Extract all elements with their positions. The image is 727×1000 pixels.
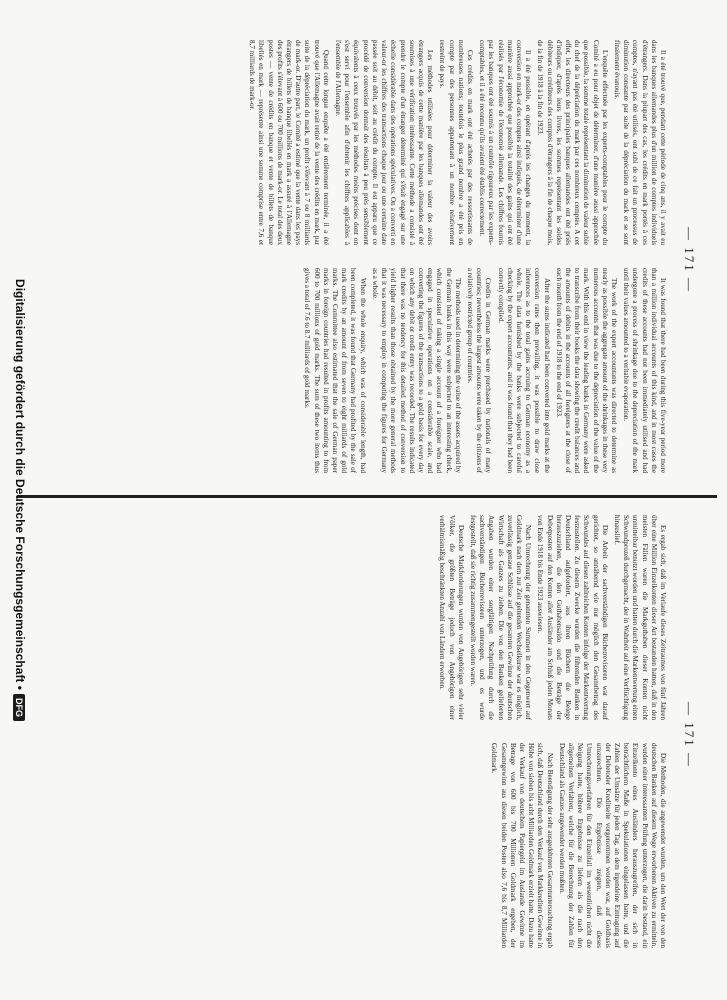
- dfg-footer: [13, 200, 27, 800]
- footer-text: Digitalisierung gefördert durch die Deutsche Forschungsgemeinschaft •: [13, 279, 27, 690]
- paragraph: L'enquête effectuée par les experts-comptables pour le compte du Comité a eu pour objet de déterminer, d'une manière aussi approchée que possible, la somme totale représentant la diminution de valeur subie du chef de la dépréciation du mark par ces nombreux comptes. A cet effet, les directeurs des principales banques allemandes ont été priés d'indiquer, d'après leurs livres, les sommes représentant les soldes débiteurs ou créditeurs des comptes d'étrangers à la fin de chaque mois, de la fin de 1918 à la fin de 1923.: [536, 40, 609, 245]
- page-gutter: [17, 495, 717, 498]
- paragraph: Il a été possible, en opérant d'après les changes du moment, la conversion en mark-or des comptes ainsi indiqués, de déterminer d'une manière aussi approchée que possible la totalité des gains qui ont été réalisés par l'économie de l'économie allemande. Les chiffres fournis par les banques ont été soumis à un contrôle rigoureux par les experts-comptables, et il a été reconnu qu'ils avaient été établis correctement.: [478, 40, 533, 245]
- paragraph: Die Methoden, die angewendet wurden, um den Wert der von den deutschen Banken auf diesem Wege erworbenen Aktiven zu ermitteln, wurden einer interessanten Prüfung unterzogen, die darin bestand, ein Einzelkonto eines Ausländers herauszugreifen, der sich in beträchtlichem Maße in Spekulationen eingelassen hatte, und die Zahlen der Umsätze für jeden Tag, an dem irgendeine Eintragung auf der Debetoder Kreditseite vorgenommen worden war, auf Goldbasis umzurechnen. Die Ergebnisse zeigten, daß dieses Umrechnungsverfahren für den Einzelfall im wesentlichen nicht die Neigung hatte, höhere Ergebnisse zu liefern als die nach den allgemeinen Verfahren, welche für die Berechnung der Zahlen für Deutschland als Ganzes angewendet werden mußten.: [557, 743, 667, 948]
- paragraph: When the whole enquiry, which was of considerable length, had been completed, it was found that Germany had profited by the sale of mark credits by an amount of from seven to eight milliards of gold marks. The Committee also estimated that the sale of German paper marks in foreign countries had resulted in profits amounting to from 600 to 700 millions of gold marks. The sum of these two items thus gives a total of 7.6 to 8.7 milliards of gold marks.: [303, 268, 367, 473]
- french-column: [67, 40, 667, 245]
- paragraph: After the sums indicated had been converted into gold marks at the conversion rates then prevailing, it was possible to draw close inferences as to the total gains accruing to German economy as a whole. The data furnished by the banks were subjected to careful checking by the expert accountants, and it was found that they had been correctly compiled.: [496, 268, 551, 473]
- german-column-2: [67, 743, 667, 948]
- paragraph: Deutsche Markforderungen wurden von Angehörigen sehr vieler Völker, die größten Beträge jedoch von Angehörigen einer verhältnismäßig beschränkten Anzahl von Ländern erworben.: [438, 515, 465, 720]
- german-column-1: [67, 515, 667, 720]
- paragraph: Nach Beendigung der sehr ausgedehnten Gesamtuntersuchung ergab sich, daß Deutschland durch den Verkauf von Markkrediten Gewinne in Höhe von sieben bis acht Milliarden Goldmark erzielt hatte. Dazu hatte der Verkauf von deutschem Papiergeld im Auslande Gewinne im Betrage von 600 bis 700 Millionen Goldmark ergeben, der Gesamtgewinn aus diesen beiden Posten also 7,6 bis 8,7 Milliarden Goldmark.: [490, 743, 554, 948]
- right-page-number: — 171 —: [682, 702, 697, 768]
- dfg-logo: DFG: [13, 694, 25, 721]
- left-page-number: — 171 —: [682, 227, 697, 293]
- paragraph: Quand cette longue enquête a été entièrement terminée, il a été trouvé que l'Allemagne avait retiré de la vente des crédits en mark, par suite de la dépréciation du mark, un profit s'élevant à 7 ou 8 milliards de mark-or. D'autre part, le Comité a estimé que la vente dans les pays étrangers de billets de banque libellés en mark a assuré à l'Allemagne des profits s'élevant à 600 ou 700 millions de mark-or. Le total des deux postes — vente de crédits en banque et vente de billets de banque libellés en mark — représente ainsi une somme comprise entre 7,6 et 8,7 milliards de mark-or.: [248, 40, 330, 245]
- left-page: [57, 40, 697, 480]
- paragraph: Nach Umrechnung der genannten Summen in den Gegenwert auf Goldmark nach dem zur Zeit geltenden Wechselkurse war es möglich, zuverlässig genaue Schlüsse auf die gesamten Gewinne der deutschen Wirtschaft als Ganzes zu ziehen. Die von den Banken gelieferten Angaben wurden einer sorgfältigen Nachprüfung durch die sachverständigen Bücherrevisoren unterzogen, und es wurde festgestellt, daß sie richtig zusammengestellt worden waren.: [468, 515, 533, 720]
- paragraph: Es ergab sich, daß im Verlaufe dieses Zeitraumes von fünf Jahren über eine Million Einzelkonten dieser Art bestanden hatten, daß in den meisten Fällen waren die Markguthaben dieser Konten nicht unmittelbar benutzt worden und hatten durch die Markentwertung einen Schwundprozeß durchgemacht, der in Wahrheit auf eine Verflüchtigung hinauslief.: [612, 515, 667, 720]
- english-column: [67, 268, 667, 473]
- paragraph: Ces crédits en mark ont été achetés par des ressortissants de nombreuses nations; toutefois le plus grand nombre a été pris en compte par des personnes appartenant à un nombre relativement restreint de pays.: [438, 40, 474, 245]
- paragraph: The work of the expert accountants was directed to determine as nearly as possible the aggregate amount of the shrinkages in these very numerous accounts that was due to the depreciation of the value of the mark. With this end in view the leading banks in Germany were asked to transcribe from their books the data showing the credit balances and the amounts of debits in the accounts of all foreigners at the close of each month from the end of 1918 to the end of 1923.: [554, 268, 618, 473]
- paragraph: Les méthodes utilisées pour déterminer la valeur des avoirs étrangers acquis de cette manière par les banques allemandes ont été soumises à une vérification intéressante. Cette méthode a consisté à prendre le compte d'un étranger déterminé qui s'était engagé sur une échelle considérable dans des opérations spéculatives. On a converti en valeur-or les chiffres des transactions chaque jour ou une certaine date passée soit au débit, soit au crédit du compte. Il est apparu que ce procédé de conversion donnait des résultats à peu près sensiblement équivalents à ceux trouvés par les méthodes moins précises dont on s'est servi pour l'ensemble afin d'obtenir les chiffres applicables à l'ensemble de l'Allemagne.: [334, 40, 435, 245]
- paragraph: It was found that there had been during this five-year period more than a million individual accounts of this kind, and in most cases the credits of these accounts had not been immediately utilised and had undergone a process of shrinkage due to the depreciation of the mark until their values amounted to a veritable evaporation.: [622, 268, 667, 473]
- paragraph: Die Arbeit der sachverständigen Bücherrevisoren war darauf gerichtet, so annähernd wie nur möglich den Gesamtbetrag des Schwundes auf diesen zahlreichen Konten infolge der Markentwertung festzustellen. Zu diesem Zwecke wurden die führenden Banken in Deutschland aufgefordert, aus ihren Büchern die Belege herauszuziehen, die den Guthabensaldo und die Beträge der Debetposten auf den Konten aller Ausländer am Schluß jeden Monats von Ende 1918 bis Ende 1923 auswiesen.: [536, 515, 609, 720]
- paragraph: The methods used in determining the value of the assets acquired by the German banks in this way were subjected to an interesting check, which consisted of taking a single account of a foreigner who had engaged in speculative operations on a considerable scale, and converting the figures of the transactions to a gold basis for every day on which any debit or credit entry was recorded. The results indicated that there was no tendency for this detailed method of conversion to yield higher results than those obtained by the more general methods that it was necessary to employ in computing the figures for Germany as a whole.: [370, 268, 462, 473]
- right-page: [57, 515, 697, 955]
- paragraph: Il a été trouvé que, pendant cette période de cinq ans, il y avait eu dans les banques allemandes plus d'un million de comptes individuels d'étrangers. Dans la plupart des cas, les crédits en mark portés à ces comptes, n'ayant pas été utilisés, ont subi de ce fait un processus de diminution constante par suite de la dépréciation du mark et se sont finalement évanouis.: [612, 40, 667, 245]
- paragraph: Credits in German marks were purchased by nationals of many countries; nevertheless the largest amounts were taken by the citizens of a relatively restricted group of countries.: [465, 268, 493, 473]
